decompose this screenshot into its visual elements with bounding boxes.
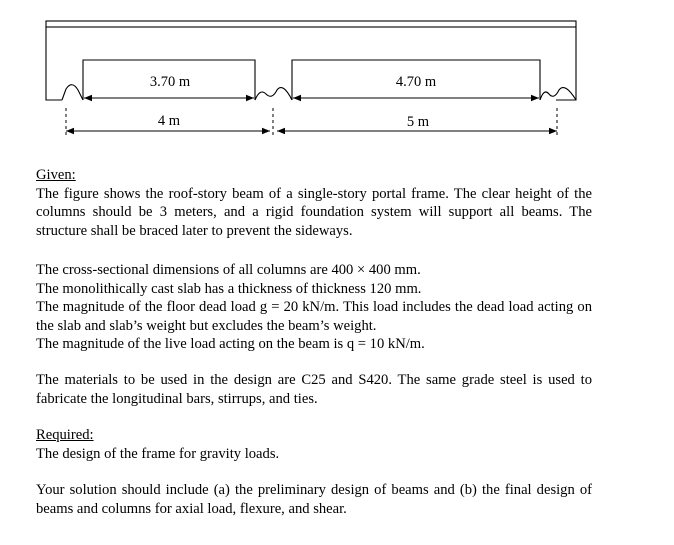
column-break-symbol xyxy=(255,88,292,100)
column-break-symbol xyxy=(62,85,83,100)
solution-text: Your solution should include (a) the preliminary design of beams and (b) the final design of beams and columns for axial load, flexure, and shear. xyxy=(36,482,592,517)
materials-text: The materials to be used in the design are C25 and S420. The same grade steel is used to fabricate the longitudinal bars, stirrups, and ties. xyxy=(36,372,592,407)
given-paragraph: The figure shows the roof-story beam of a single-story portal frame. The clear height of the columns should be 3 meters, and a rigid foundation system will support all beams. The structure shall be braced later to prevent the sideways. xyxy=(36,185,592,239)
column-break-symbol xyxy=(540,88,576,100)
given-section xyxy=(36,166,592,240)
clear-span-2-label: 4.70 m xyxy=(395,74,437,90)
slab-thickness-text: The monolithically cast slab has a thickness of thickness 120 mm. xyxy=(36,280,422,297)
required-text: The design of the frame for gravity loads. xyxy=(36,445,280,462)
dead-load-text: The magnitude of the floor dead load g = 20 kN/m. This load includes the dead load acting on the slab and slab’s weight but excludes the beam’s weight. xyxy=(36,299,592,334)
clear-span-1-label: 3.70 m xyxy=(149,74,191,90)
beam-outline xyxy=(46,27,62,100)
given-heading: Given: xyxy=(36,167,76,183)
live-load-text: The magnitude of the live load acting on the beam is q = 10 kN/m. xyxy=(36,336,425,352)
total-span-1-label: 4 m xyxy=(157,113,181,129)
required-section xyxy=(36,426,592,463)
properties-section xyxy=(36,261,592,354)
total-span-2-label: 5 m xyxy=(406,114,430,130)
materials-section xyxy=(36,371,592,408)
column-dimensions-text: The cross-sectional dimensions of all columns are 400 × 400 mm. xyxy=(36,262,421,278)
beam-outline xyxy=(556,27,576,100)
solution-section xyxy=(36,481,592,518)
required-heading: Required: xyxy=(36,427,94,443)
slab-outline xyxy=(46,21,576,27)
beam-figure xyxy=(0,0,674,145)
